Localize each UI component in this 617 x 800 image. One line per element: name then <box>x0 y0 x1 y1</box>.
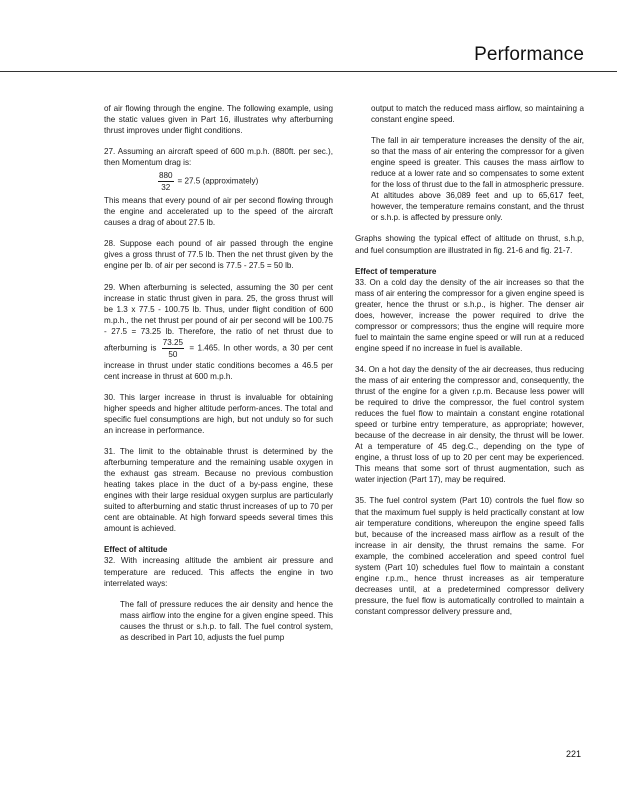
page-number: 221 <box>566 749 582 759</box>
paragraph-graphs: Graphs showing the typical effect of altitude on thrust, s.h.p, and fuel consumption are illustrated in fig. 21-6 and fig. 21-7. <box>355 234 584 255</box>
fraction-880-32 <box>158 170 174 193</box>
heading-effect-of-altitude: Effect of altitude <box>104 545 168 555</box>
paragraph-29-continuation: = 1.465. In other words, a 30 per cent increase in thrust under static conditions becomes a 46.5 per cent increase in thrust at 600 m.p.h. <box>104 343 333 381</box>
paragraph-34: 34. On a hot day the density of the air decreases, thus reducing the mass of air entering the compressor and, consequently, the thrust of the engine for a given r.p.m. Because less power will be required to drive the compressor, the fuel control system reduces the fuel flow to maintain a constant engine rotational speed or turbine entry temperature, as appropriate; however, because of the decrease in air density, the thrust will be lower. At a temperature of 45 deg.C., depending on the type of engine, a thrust loss of up to 20 per cent may be experienced. This means that some sort of thrust augmentation, such as water injection (Part 17), may be required. <box>355 364 584 485</box>
momentum-drag-equation <box>156 170 333 193</box>
paragraph-28: 28. Suppose each pound of air passed through the engine gives a gross thrust of 77.5 lb. Then the net thrust given by the engine per lb. of air per second is 77.5 - 27.5 = 50 lb. <box>104 239 333 271</box>
left-column <box>104 103 333 643</box>
paragraph-33: 33. On a cold day the density of the air increases so that the mass of air entering the compressor for a given engine speed is greater, hence the thrust or s.h.p., is higher. The denser air does, however, increase the power required to drive the compressor or compressors; thus the engine will require more fuel to maintain the same engine speed or will run at a reduced engine speed if no increase in fuel is available. <box>355 277 584 353</box>
paragraph-35: 35. The fuel control system (Part 10) controls the fuel flow so that the maximum fuel supply is held practically constant at low air temperature conditions, whereupon the engine speed falls but, because of the increased mass airflow as a result of the increase in air density, the thrust remains the same. For example, the combined acceleration and speed control fuel system (Part 10) schedules fuel flow to maintain a constant engine r.p.m., hence thrust increases as air temperature decreases until, at a predetermined compressor delivery pressure, the fuel flow is automatically controlled to maintain a constant compressor delivery pressure and, <box>355 496 584 616</box>
paragraph-32: 32. With increasing altitude the ambient air pressure and temperature are reduced. This affects the engine in two interrelated ways: <box>104 556 333 588</box>
equation-result: = 27.5 (approximately) <box>177 176 259 186</box>
paragraph-29-text: 29. When afterburning is selected, assuming the 30 per cent increase in static thrust given in para. 25, the gross thrust will be 1.3 x 77.5 - 100.75 lb. Thus, under flight condition of 600 m.p.h., the net thrust per pound of air per second will be 100.75 - 27.5 = 73.25 lb. Therefore, the ratio of net thrust due to afterburning is <box>104 282 333 353</box>
paragraph-31: 31. The limit to the obtainable thrust is determined by the afterburning temperature and the remaining usable oxygen in the exhaust gas stream. Because no previous combustion heating takes place in the duct of a by-pass engine, these engines with their large residual oxygen surplus are particularly suited to afterburning and static thrust increases of up to 70 per cent are obtainable. At high forward speeds several times this amount is achieved. <box>104 447 333 534</box>
paragraph-32-indented: The fall of pressure reduces the air density and hence the mass airflow into the engine for a given engine speed. This causes the thrust or s.h.p. to fall. The fuel control system, as described in Part 10, adjusts the fuel pump <box>120 599 333 642</box>
fraction-numerator: 73.25 <box>162 337 184 347</box>
heading-effect-of-temperature: Effect of temperature <box>355 266 437 276</box>
fraction-numerator: 880 <box>159 171 173 181</box>
paragraph-29 <box>104 282 333 382</box>
section-title: Performance <box>474 44 584 65</box>
fraction-73-25-over-50 <box>162 337 184 360</box>
paragraph-continued: output to match the reduced mass airflow, so maintaining a constant engine speed. <box>371 104 584 125</box>
paragraph-intro: of air flowing through the engine. The following example, using the static values given in Part 16, illustrates why afterburning thrust improves under flight conditions. <box>104 104 333 136</box>
paragraph-27-continuation: This means that every pound of air per second flowing through the engine and accelerated up to the speed of the aircraft causes a drag of about 27.5 lb. <box>104 196 333 228</box>
right-column <box>355 103 584 617</box>
fraction-denominator: 32 <box>161 183 171 193</box>
header-rule <box>0 71 617 72</box>
paragraph-27-text: 27. Assuming an aircraft speed of 600 m.p.h. (880ft. per sec.), then Momentum drag is: <box>104 147 333 168</box>
fraction-denominator: 50 <box>168 349 178 359</box>
paragraph-27 <box>104 146 333 228</box>
paragraph-30: 30. This larger increase in thrust is invaluable for obtaining higher speeds and higher altitude perform-ances. The total and specific fuel consumptions are high, but not unduly so for such an increase in performance. <box>104 392 333 435</box>
paragraph-air-temperature: The fall in air temperature increases the density of the air, so that the mass of air entering the compressor for a given engine speed is greater. This causes the mass airflow to reduce at a lower rate and so compensates to some extent for the loss of thrust due to the fall in atmospheric pressure. At altitudes above 36,089 feet and up to 65,617 feet, however, the temperature remains constant, and the thrust or s.h.p. is affected by pressure only. <box>371 136 584 223</box>
